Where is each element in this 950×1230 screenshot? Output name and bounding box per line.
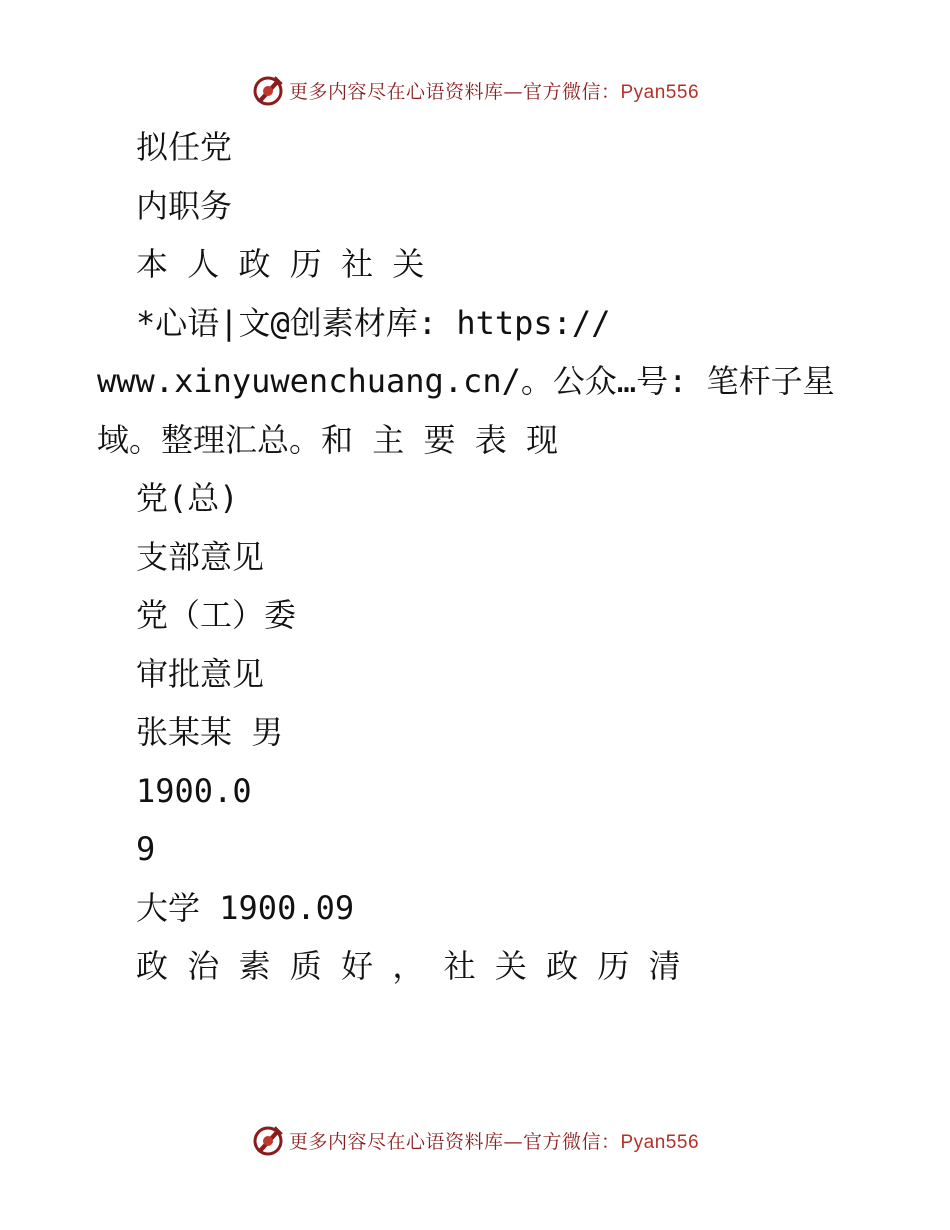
- banner-text: [289, 1127, 699, 1154]
- document-body: [0, 118, 950, 996]
- text-line: www.xinyuwenchuang.cn/。公众…号: 笔杆子星: [97, 362, 835, 400]
- text-line: 9: [136, 830, 156, 868]
- banner-text-cn: 更多内容尽在心语资料库—官方微信：: [288, 80, 621, 103]
- text-line: 党（工）委: [136, 596, 297, 634]
- text-line: 审批意见: [136, 654, 265, 693]
- quill-seal-icon: [251, 1123, 285, 1157]
- text-line: 域。整理汇总。和 主 要 表 现: [97, 420, 559, 459]
- text-line: 本 人 政 历 社 关: [136, 245, 425, 283]
- text-line: 支部意见: [136, 537, 265, 576]
- text-line: 张某某 男: [136, 713, 284, 751]
- text-line: 1900.0: [136, 771, 252, 810]
- text-line: 政 治 素 质 好 ， 社 关 政 历 清: [136, 947, 681, 985]
- text-line: 拟任党: [136, 128, 233, 166]
- banner-text-wechat-id: Pyan556: [620, 1131, 700, 1153]
- banner-text-cn: 更多内容尽在心语资料库—官方微信：: [288, 1130, 621, 1153]
- text-line: *心语|文@创素材库: https://: [136, 303, 611, 342]
- text-line: 内职务: [136, 186, 233, 225]
- header-banner: [0, 70, 950, 110]
- text-line: 党(总): [136, 479, 239, 517]
- banner-text: [289, 77, 699, 104]
- footer-banner: [0, 1120, 950, 1160]
- banner-text-wechat-id: Pyan556: [620, 81, 700, 103]
- quill-seal-icon: [251, 73, 285, 107]
- text-line: 大学 1900.09: [136, 888, 355, 927]
